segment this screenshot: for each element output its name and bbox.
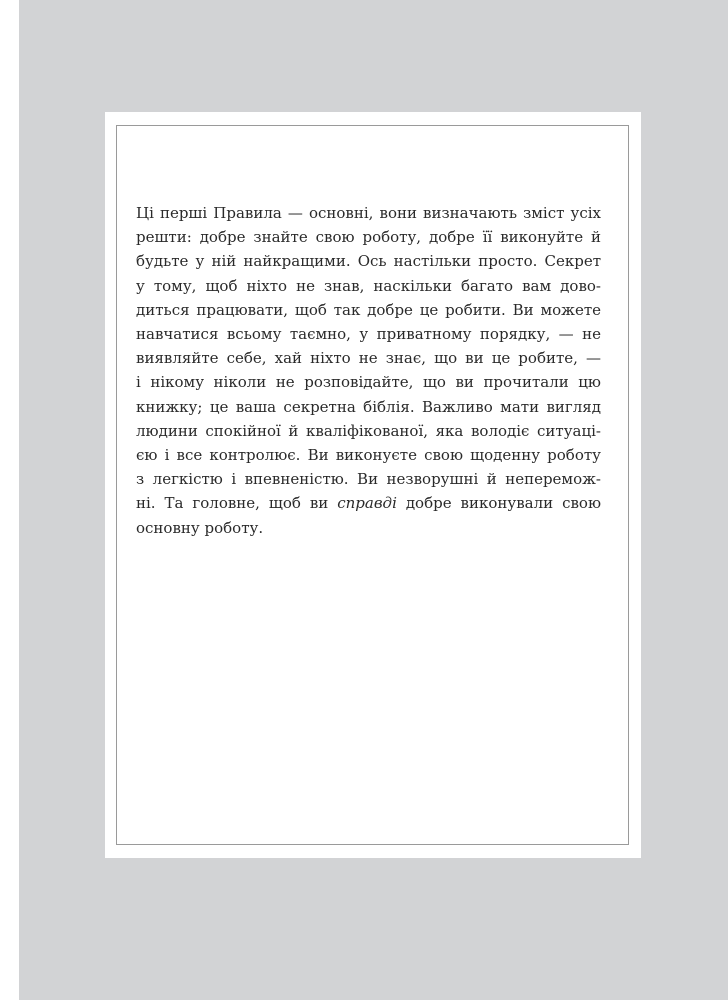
body-paragraph [136,201,601,540]
text-line-3: будьте у ній найкращими. Ось настільки просто. Секрет [136,252,601,271]
text-line-6: навчатися всьому таємно, у приватному порядку, — не [136,325,601,344]
text-line-2: решти: добре знайте свою роботу, добре її виконуйте й [136,228,601,247]
text-line-9: книжку; це ваша секретна біблія. Важливо мати вигляд [136,397,601,416]
text-line-1: Ці перші Правила — основні, вони визначають зміст усіх [136,204,601,222]
text-line-11: єю і все контролює. Ви виконуєте свою щоденну роботу [136,446,601,465]
text-line-14: основну роботу. [136,518,264,537]
emphasized-word: справді [337,494,397,513]
text-line-8: і нікому ніколи не розповідайте, що ви прочитали цю [136,373,601,392]
book-page [105,112,641,858]
text-line-7: виявляйте себе, хай ніхто не знає, що ви це робите, — [136,349,601,368]
text-line-13 [136,491,601,515]
document-viewer-background [19,0,728,1000]
text-line-5: диться працювати, щоб так добре це робити. Ви можете [136,300,601,319]
text-line-13-start: ні. Та головне, щоб ви [136,494,338,513]
text-line-10: людини спокійної й кваліфікованої, яка володіє ситуаці- [136,421,601,440]
text-line-13-end: добре виконували свою [396,494,601,513]
text-line-4: у тому, щоб ніхто не знав, наскільки багато вам дово- [136,276,601,295]
text-line-12: з легкістю і впевненістю. Ви незворушні й неперемож- [136,470,601,489]
